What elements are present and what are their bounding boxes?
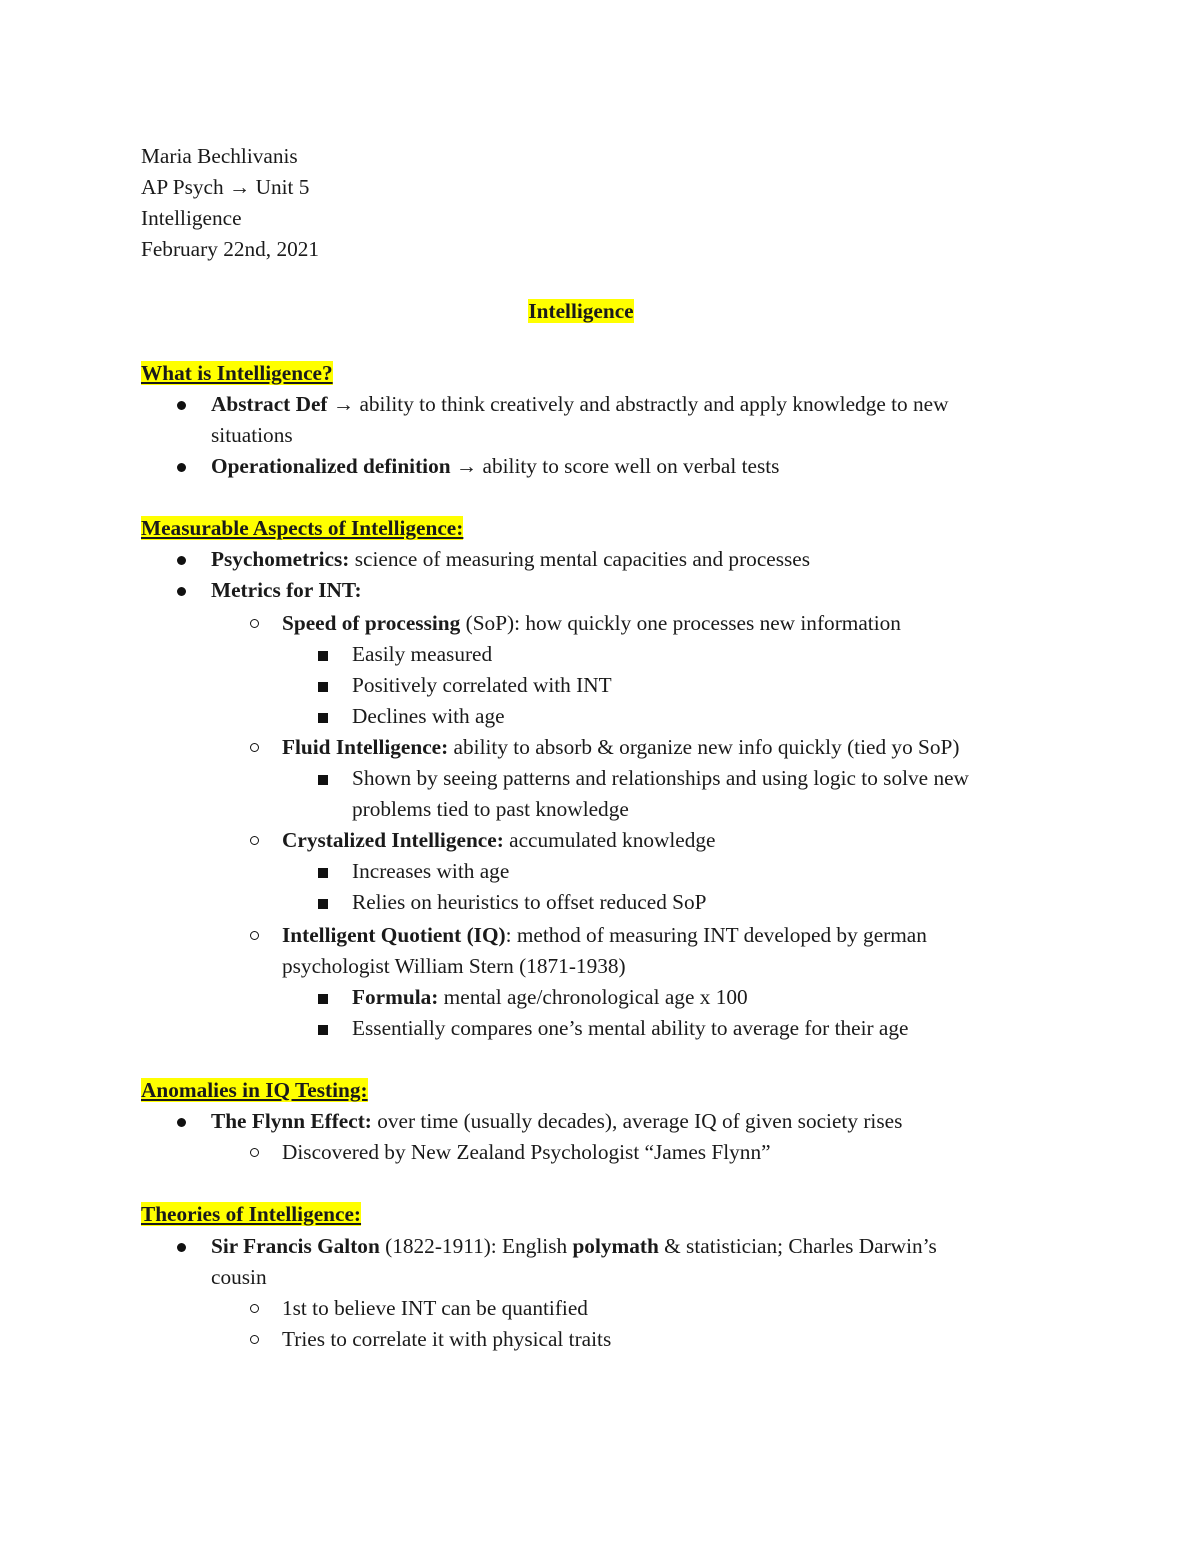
item-text: ability to absorb & organize new info quickly (tied yo SoP) — [448, 735, 960, 759]
bullet-icon — [177, 1118, 186, 1127]
circle-bullet-icon — [250, 836, 259, 845]
circle-bullet-icon — [250, 743, 259, 752]
term: Fluid Intelligence: — [282, 735, 449, 759]
list-item: Tries to correlate it with physical traits — [282, 1327, 612, 1351]
list-item — [352, 982, 748, 1013]
list-item: Essentially compares one’s mental ability to average for their age — [352, 1016, 909, 1040]
list-item-continued: cousin — [211, 1265, 267, 1289]
bullet-icon — [177, 587, 186, 596]
item-text: over time (usually decades), average IQ of given society rises — [371, 1109, 903, 1133]
list-item-continued: situations — [211, 423, 293, 447]
circle-bullet-icon — [250, 931, 259, 940]
date-line: February 22nd, 2021 — [141, 237, 320, 261]
list-item: Declines with age — [352, 704, 505, 728]
list-item — [211, 1231, 937, 1262]
bullet-icon — [177, 463, 186, 472]
list-item — [282, 732, 959, 763]
list-item: Easily measured — [352, 642, 493, 666]
list-item — [211, 544, 810, 575]
square-bullet-icon — [318, 651, 328, 661]
list-item — [211, 575, 362, 606]
list-item-continued: psychologist William Stern (1871-1938) — [282, 954, 626, 978]
bullet-icon — [177, 556, 186, 565]
term: Operationalized definition — [211, 454, 451, 478]
course-line: AP Psych → Unit 5 — [141, 175, 310, 199]
circle-bullet-icon — [250, 619, 259, 628]
square-bullet-icon — [318, 1025, 328, 1035]
item-text: → ability to think creatively and abstractly and apply knowledge to new — [327, 392, 949, 416]
item-text: → ability to score well on verbal tests — [450, 454, 780, 478]
page-title: Intelligence — [528, 299, 634, 323]
square-bullet-icon — [318, 899, 328, 909]
term: The Flynn Effect: — [211, 1109, 372, 1133]
circle-bullet-icon — [250, 1335, 259, 1344]
list-item — [211, 451, 779, 482]
term: Sir Francis Galton — [211, 1234, 380, 1258]
section-heading: Theories of Intelligence: — [141, 1202, 362, 1226]
section-anomalies — [141, 1075, 368, 1106]
term: Crystalized Intelligence: — [282, 828, 504, 852]
list-item: Discovered by New Zealand Psychologist “James Flynn” — [282, 1140, 771, 1164]
list-item: Positively correlated with INT — [352, 673, 612, 697]
section-measurable-aspects — [141, 513, 463, 544]
circle-bullet-icon — [250, 1304, 259, 1313]
section-theories — [141, 1199, 361, 1230]
section-what-is-int — [141, 358, 333, 389]
term: Formula: — [352, 985, 439, 1009]
list-item: 1st to believe INT can be quantified — [282, 1296, 588, 1320]
item-text: & statistician; Charles Darwin’s — [658, 1234, 937, 1258]
author-name: Maria Bechlivanis — [141, 144, 298, 168]
topic-line: Intelligence — [141, 206, 242, 230]
item-text: mental age/chronological age x 100 — [438, 985, 748, 1009]
item-text: accumulated knowledge — [503, 828, 716, 852]
term: polymath — [572, 1234, 659, 1258]
list-item — [282, 825, 716, 856]
item-text: : method of measuring INT developed by german — [505, 923, 927, 947]
list-item — [282, 608, 901, 639]
square-bullet-icon — [318, 775, 328, 785]
circle-bullet-icon — [250, 1148, 259, 1157]
square-bullet-icon — [318, 868, 328, 878]
term: Psychometrics: — [211, 547, 350, 571]
item-text: (1822-1911): English — [379, 1234, 573, 1258]
bullet-icon — [177, 401, 186, 410]
term: Intelligent Quotient (IQ) — [282, 923, 506, 947]
square-bullet-icon — [318, 713, 328, 723]
square-bullet-icon — [318, 994, 328, 1004]
list-item: Increases with age — [352, 859, 510, 883]
section-heading: Measurable Aspects of Intelligence: — [141, 516, 464, 540]
list-item — [282, 920, 927, 951]
section-heading: Anomalies in IQ Testing: — [141, 1078, 368, 1102]
title-wrap — [0, 296, 1162, 327]
list-item-continued: problems tied to past knowledge — [352, 797, 629, 821]
list-item: Relies on heuristics to offset reduced SoP — [352, 890, 707, 914]
item-text: (SoP): how quickly one processes new information — [460, 611, 901, 635]
item-text: science of measuring mental capacities and processes — [349, 547, 811, 571]
list-item — [211, 389, 949, 420]
list-item — [211, 1106, 902, 1137]
term: Metrics for INT: — [211, 578, 362, 602]
list-item: Shown by seeing patterns and relationships and using logic to solve new — [352, 766, 969, 790]
section-heading: What is Intelligence? — [141, 361, 333, 385]
term: Abstract Def — [211, 392, 328, 416]
bullet-icon — [177, 1243, 186, 1252]
square-bullet-icon — [318, 682, 328, 692]
term: Speed of processing — [282, 611, 461, 635]
